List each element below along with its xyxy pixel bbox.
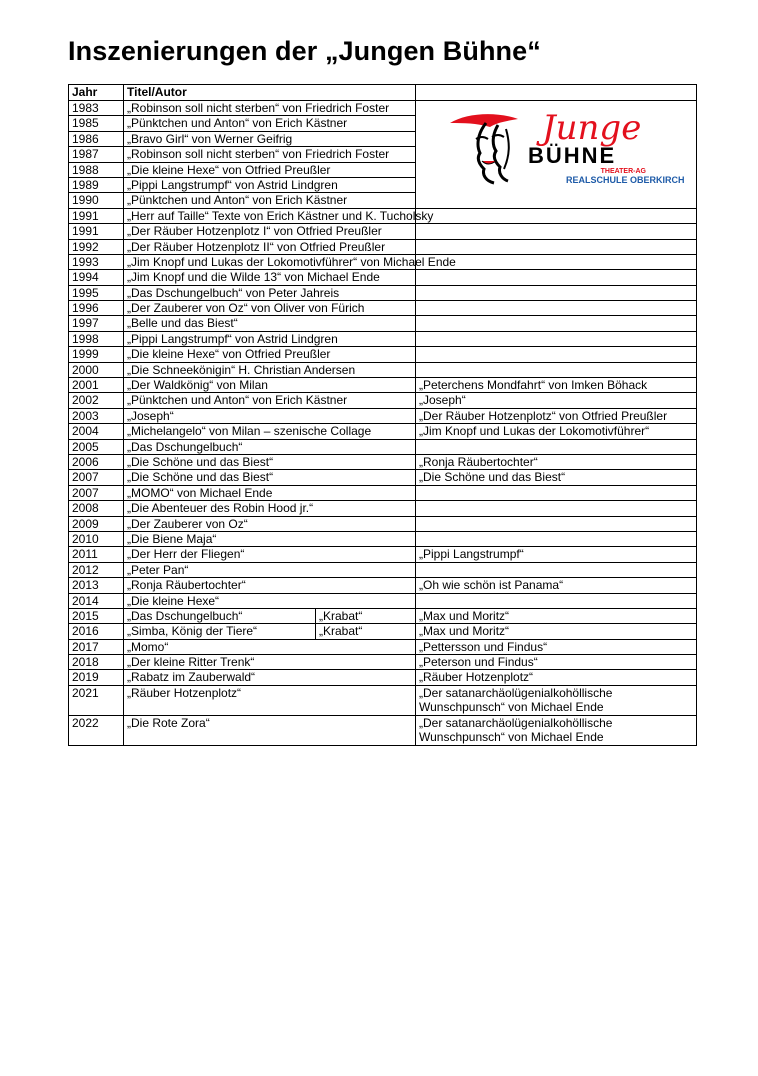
table-row — [69, 254, 697, 269]
table-row — [69, 301, 697, 316]
table-row — [69, 516, 697, 531]
table-row — [69, 547, 697, 562]
cell-title: „Die Schöne und das Biest“ — [124, 454, 416, 469]
cell-extra — [416, 485, 697, 500]
table-row — [69, 439, 697, 454]
table-row — [69, 593, 697, 608]
cell-title-second: „Krabat“ — [316, 624, 416, 639]
cell-year: 2007 — [69, 470, 124, 485]
cell-extra: „Peterson und Findus“ — [416, 655, 697, 670]
cell-title: „Die Schöne und das Biest“ — [124, 470, 416, 485]
table-row — [69, 101, 697, 116]
cell-extra — [416, 301, 697, 316]
cell-year: 2021 — [69, 685, 124, 715]
cell-extra: „Max und Moritz“ — [416, 608, 697, 623]
cell-title: „Das Dschungelbuch“ — [124, 608, 316, 623]
table-row — [69, 685, 697, 715]
cell-extra: „Oh wie schön ist Panama“ — [416, 578, 697, 593]
cell-title: „Die kleine Hexe“ von Otfried Preußler — [124, 162, 416, 177]
table-row — [69, 608, 697, 623]
cell-extra — [416, 531, 697, 546]
cell-title-second: „Krabat“ — [316, 608, 416, 623]
cell-title: „Die kleine Hexe“ — [124, 593, 416, 608]
cell-extra — [416, 501, 697, 516]
logo-sub-theater: THEATER-AG — [600, 168, 646, 175]
cell-extra — [416, 270, 697, 285]
cell-extra — [416, 593, 697, 608]
cell-title: „Die Schneekönigin“ H. Christian Andersen — [124, 362, 416, 377]
cell-extra — [416, 516, 697, 531]
logo-word-junge: Junge — [542, 108, 642, 148]
cell-title: „MOMO“ von Michael Ende — [124, 485, 416, 500]
cell-title: „Der Räuber Hotzenplotz II“ von Otfried Preußler — [124, 239, 416, 254]
table-row — [69, 531, 697, 546]
cell-extra: „Jim Knopf und Lukas der Lokomotivführer“ — [416, 424, 697, 439]
cell-year: 2009 — [69, 516, 124, 531]
cell-year: 2008 — [69, 501, 124, 516]
cell-title: „Pippi Langstrumpf“ von Astrid Lindgren — [124, 177, 416, 192]
table-row — [69, 562, 697, 577]
cell-year: 1990 — [69, 193, 124, 208]
cell-title: „Belle und das Biest“ — [124, 316, 416, 331]
cell-extra: „Joseph“ — [416, 393, 697, 408]
table-row — [69, 578, 697, 593]
cell-year: 1985 — [69, 116, 124, 131]
cell-extra: „Pettersson und Findus“ — [416, 639, 697, 654]
cell-title: „Die Biene Maja“ — [124, 531, 416, 546]
logo-cell — [416, 101, 697, 209]
cell-year: 1987 — [69, 147, 124, 162]
cell-extra — [416, 224, 697, 239]
header-extra — [416, 85, 697, 101]
table-header-row — [69, 85, 697, 101]
cell-title: „Räuber Hotzenplotz“ — [124, 685, 416, 715]
cell-year: 1996 — [69, 301, 124, 316]
cell-year: 2007 — [69, 485, 124, 500]
header-title: Titel/Autor — [124, 85, 416, 101]
cell-extra — [416, 347, 697, 362]
cell-year: 2014 — [69, 593, 124, 608]
cell-title: „Joseph“ — [124, 408, 416, 423]
junge-buehne-logo — [446, 108, 685, 189]
table-row — [69, 208, 697, 223]
page-title: Inszenierungen der „Jungen Bühne“ — [68, 36, 541, 66]
cell-year: 2018 — [69, 655, 124, 670]
table-row — [69, 331, 697, 346]
table-row — [69, 655, 697, 670]
cell-title: „Robinson soll nicht sterben“ von Friedrich Foster — [124, 101, 416, 116]
cell-year: 1999 — [69, 347, 124, 362]
cell-title: „Das Dschungelbuch“ — [124, 439, 416, 454]
cell-title: „Die kleine Hexe“ von Otfried Preußler — [124, 347, 416, 362]
cell-extra: „Der Räuber Hotzenplotz“ von Otfried Preußler — [416, 408, 697, 423]
cell-title: „Momo“ — [124, 639, 416, 654]
cell-title: „Die Abenteuer des Robin Hood jr.“ — [124, 501, 416, 516]
cell-extra — [416, 254, 697, 269]
table-row — [69, 470, 697, 485]
cell-title: „Michelangelo“ von Milan – szenische Collage — [124, 424, 416, 439]
cell-title: „Bravo Girl“ von Werner Geifrig — [124, 131, 416, 146]
table-row — [69, 347, 697, 362]
table-row — [69, 639, 697, 654]
cell-title: „Der Räuber Hotzenplotz I“ von Otfried Preußler — [124, 224, 416, 239]
table-row — [69, 378, 697, 393]
cell-year: 1997 — [69, 316, 124, 331]
table-row — [69, 485, 697, 500]
cell-title: „Der Herr der Fliegen“ — [124, 547, 416, 562]
cell-year: 2006 — [69, 454, 124, 469]
cell-extra: „Pippi Langstrumpf“ — [416, 547, 697, 562]
cell-title: „Robinson soll nicht sterben“ von Friedrich Foster — [124, 147, 416, 162]
cell-year: 1989 — [69, 177, 124, 192]
cell-title: „Rabatz im Zauberwald“ — [124, 670, 416, 685]
cell-year: 1988 — [69, 162, 124, 177]
cell-year: 1983 — [69, 101, 124, 116]
cell-year: 2017 — [69, 639, 124, 654]
cell-year: 1986 — [69, 131, 124, 146]
cell-year: 2016 — [69, 624, 124, 639]
cell-year: 2022 — [69, 715, 124, 745]
table-row — [69, 239, 697, 254]
cell-title: „Jim Knopf und die Wilde 13“ von Michael Ende — [124, 270, 416, 285]
table-row — [69, 270, 697, 285]
cell-title: „Jim Knopf und Lukas der Lokomotivführer“ von Michael Ende — [124, 254, 416, 269]
cell-year: 1994 — [69, 270, 124, 285]
cell-year: 2001 — [69, 378, 124, 393]
table-row — [69, 424, 697, 439]
cell-extra — [416, 331, 697, 346]
cell-year: 2004 — [69, 424, 124, 439]
table-row — [69, 501, 697, 516]
cell-title: „Der Zauberer von Oz“ — [124, 516, 416, 531]
cell-extra — [416, 285, 697, 300]
cell-title: „Der Zauberer von Oz“ von Oliver von Fürich — [124, 301, 416, 316]
cell-year: 1995 — [69, 285, 124, 300]
cell-year: 1991 — [69, 208, 124, 223]
cell-year: 2000 — [69, 362, 124, 377]
cell-extra: „Der satanarchäolügenialkohöllische Wunschpunsch“ von Michael Ende — [416, 685, 697, 715]
cell-title: „Pünktchen und Anton“ von Erich Kästner — [124, 116, 416, 131]
cell-year: 1992 — [69, 239, 124, 254]
logo-word-buehne: BÜHNE — [528, 143, 617, 168]
cell-title: „Der Waldkönig“ von Milan — [124, 378, 416, 393]
cell-year: 1991 — [69, 224, 124, 239]
cell-title: „Simba, König der Tiere“ — [124, 624, 316, 639]
cell-title: „Pünktchen und Anton“ von Erich Kästner — [124, 393, 416, 408]
cell-title: „Der kleine Ritter Trenk“ — [124, 655, 416, 670]
cell-year: 2011 — [69, 547, 124, 562]
cell-title: „Peter Pan“ — [124, 562, 416, 577]
header-year: Jahr — [69, 85, 124, 101]
cell-extra: „Die Schöne und das Biest“ — [416, 470, 697, 485]
cell-title: „Die Rote Zora“ — [124, 715, 416, 745]
table-row — [69, 624, 697, 639]
cell-extra: „Der satanarchäolügenialkohöllische Wunschpunsch“ von Michael Ende — [416, 715, 697, 745]
cell-year: 2003 — [69, 408, 124, 423]
mask-faces-icon — [450, 114, 518, 183]
cell-extra — [416, 316, 697, 331]
table-body — [69, 101, 697, 746]
cell-extra — [416, 208, 697, 223]
table-row — [69, 362, 697, 377]
cell-extra: „Max und Moritz“ — [416, 624, 697, 639]
table-row — [69, 393, 697, 408]
cell-extra — [416, 439, 697, 454]
cell-title: „Ronja Räubertochter“ — [124, 578, 416, 593]
cell-year: 2002 — [69, 393, 124, 408]
cell-extra — [416, 239, 697, 254]
cell-extra: „Peterchens Mondfahrt“ von Imken Böhack — [416, 378, 697, 393]
cell-extra: „Ronja Räubertochter“ — [416, 454, 697, 469]
logo-sub-school: REALSCHULE OBERKIRCH — [566, 175, 685, 185]
table-row — [69, 316, 697, 331]
cell-year: 2005 — [69, 439, 124, 454]
cell-title: „Pippi Langstrumpf“ von Astrid Lindgren — [124, 331, 416, 346]
cell-extra — [416, 362, 697, 377]
table-row — [69, 454, 697, 469]
cell-extra: „Räuber Hotzenplotz“ — [416, 670, 697, 685]
table-row — [69, 224, 697, 239]
cell-year: 2010 — [69, 531, 124, 546]
table-row — [69, 285, 697, 300]
cell-year: 2013 — [69, 578, 124, 593]
table-row — [69, 408, 697, 423]
cell-year: 2012 — [69, 562, 124, 577]
cell-year: 2015 — [69, 608, 124, 623]
cell-title: „Das Dschungelbuch“ von Peter Jahreis — [124, 285, 416, 300]
table-row — [69, 715, 697, 745]
table-row — [69, 670, 697, 685]
cell-year: 1998 — [69, 331, 124, 346]
productions-table — [68, 84, 697, 746]
cell-title: „Herr auf Taille“ Texte von Erich Kästner und K. Tucholsky — [124, 208, 416, 223]
cell-title: „Pünktchen und Anton“ von Erich Kästner — [124, 193, 416, 208]
cell-extra — [416, 562, 697, 577]
cell-year: 2019 — [69, 670, 124, 685]
cell-year: 1993 — [69, 254, 124, 269]
